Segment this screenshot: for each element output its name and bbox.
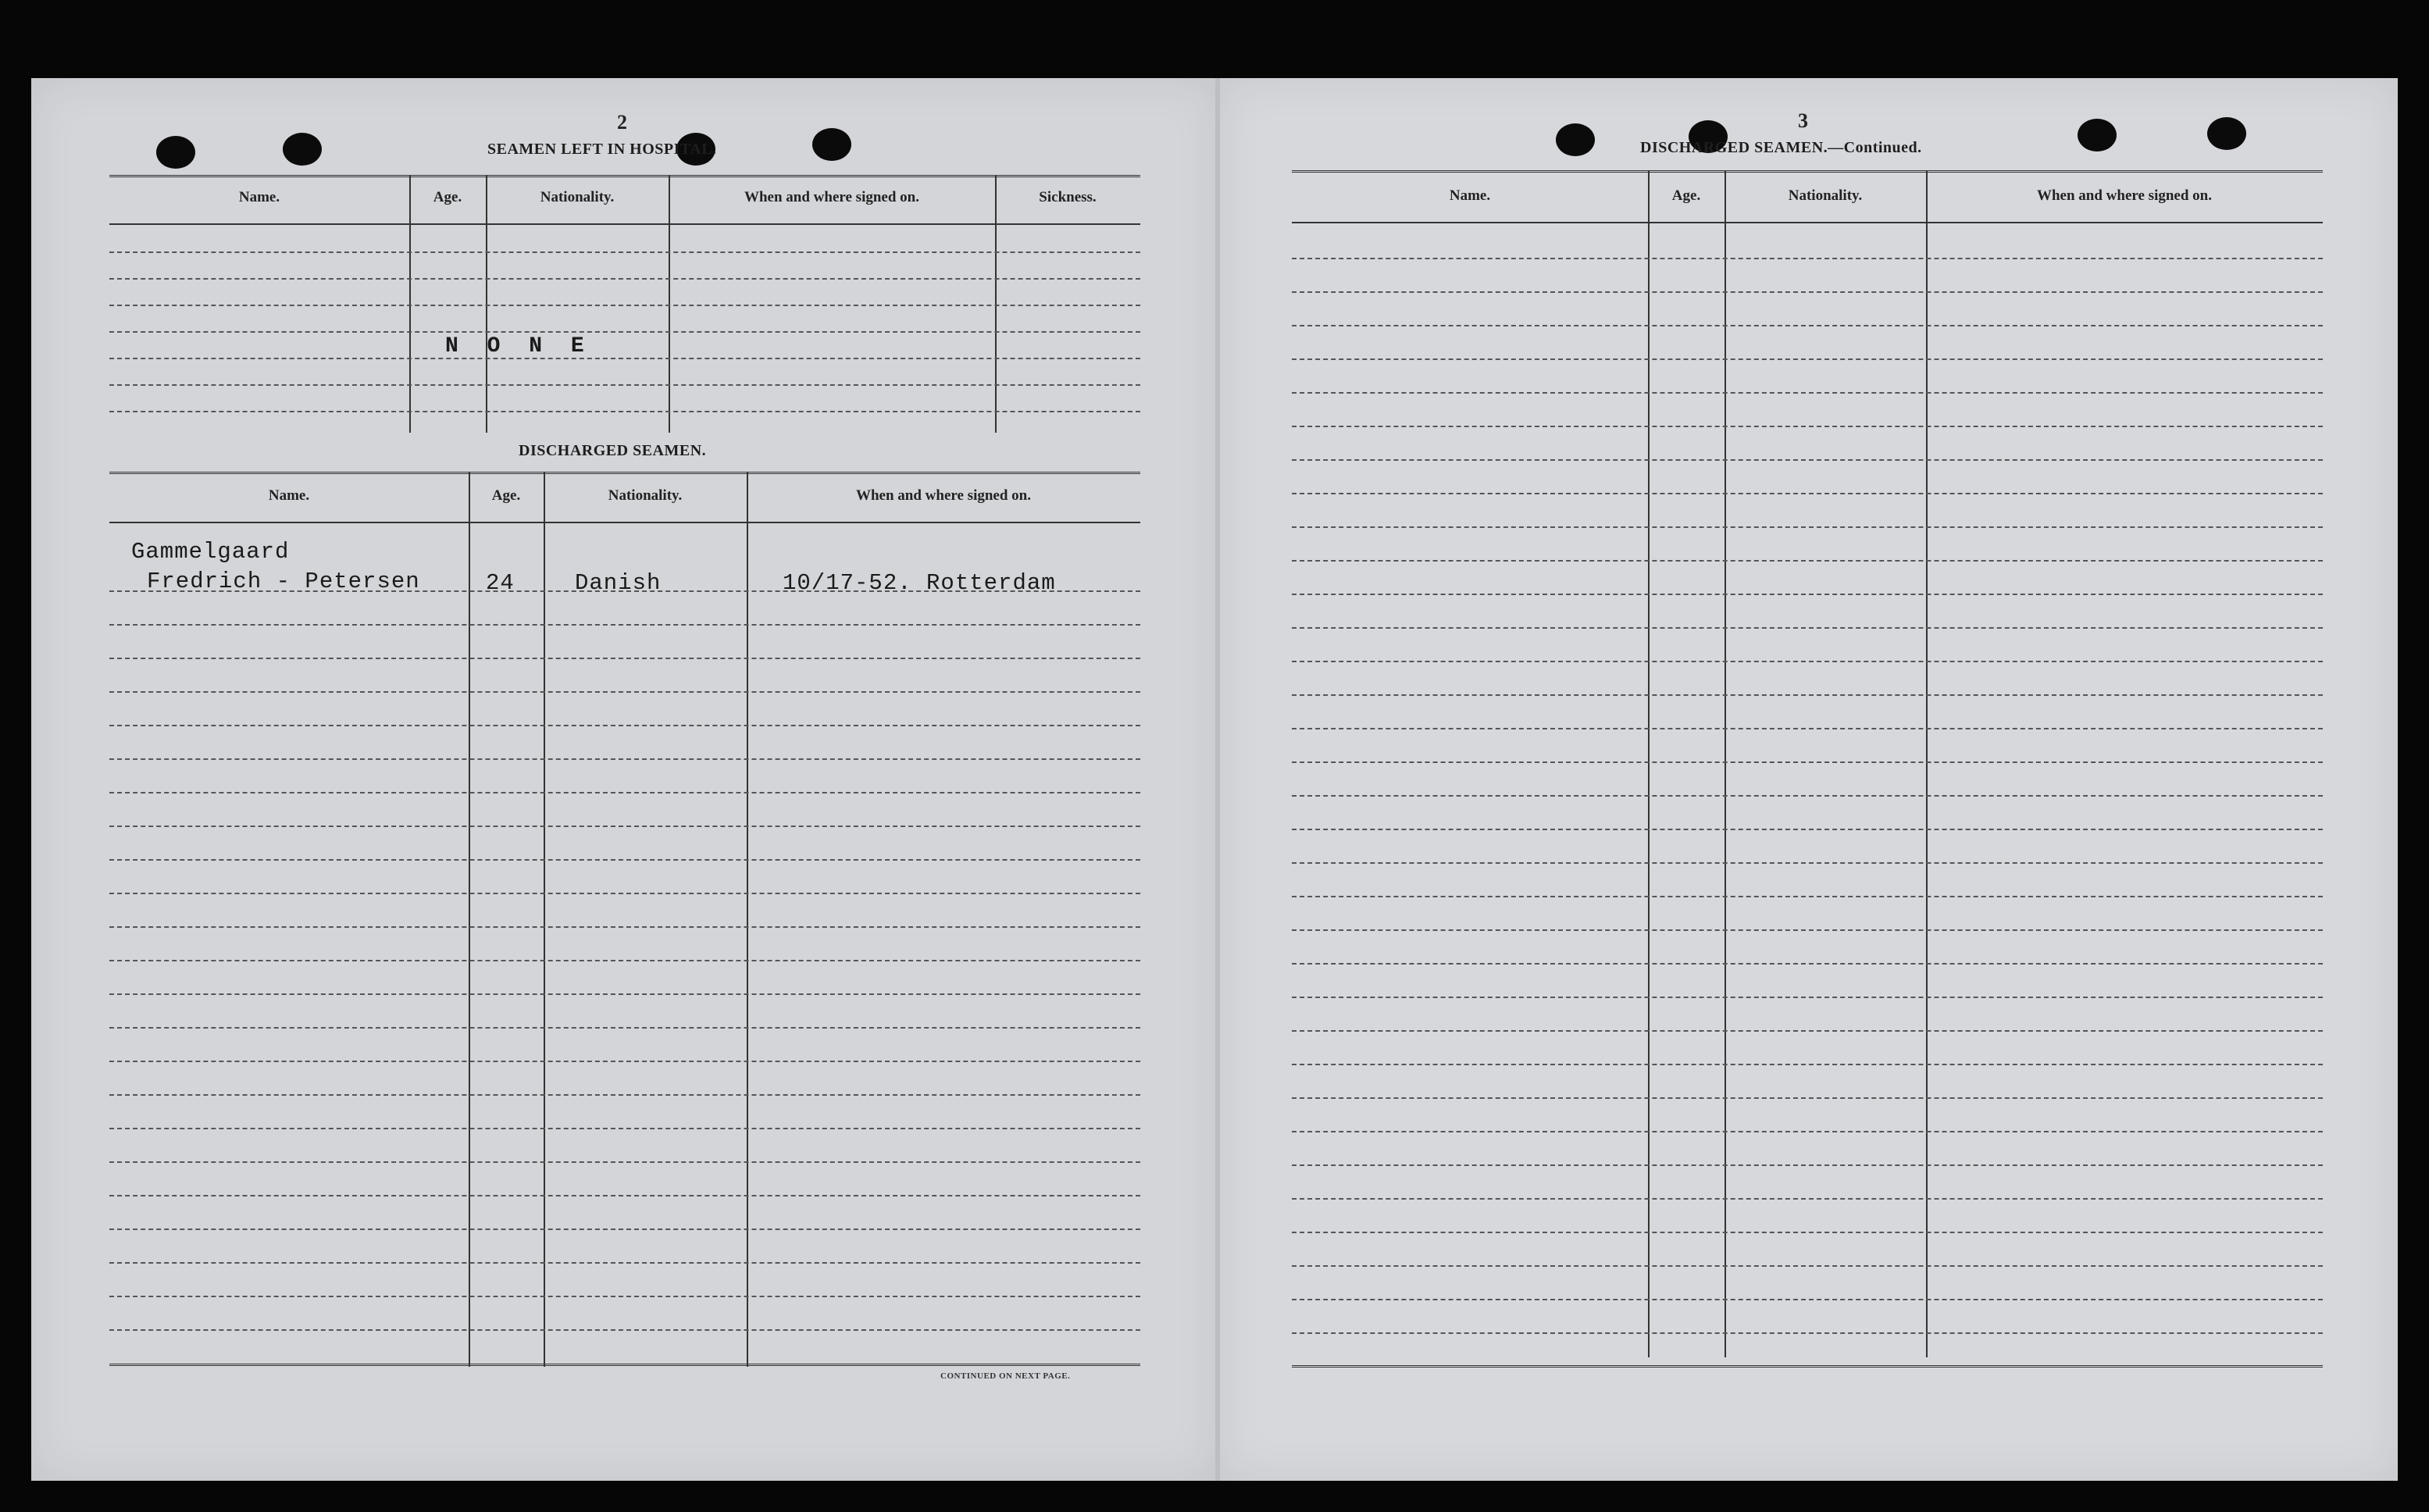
seaman-name-line2: Fredrich - Petersen bbox=[147, 569, 420, 594]
hospital-section-title: SEAMEN LEFT IN HOSPITAL. bbox=[487, 141, 717, 158]
punch-hole bbox=[812, 128, 851, 161]
discharged-section-title: DISCHARGED SEAMEN. bbox=[519, 442, 707, 459]
punch-hole bbox=[283, 133, 322, 166]
discharged-table-right bbox=[1292, 170, 2323, 1368]
col-header-nationality: Nationality. bbox=[1788, 187, 1863, 204]
seaman-signed-on: 10/17-52. Rotterdam bbox=[783, 570, 1056, 596]
col-header-signed-on: When and where signed on. bbox=[855, 487, 1031, 504]
discharged-continued-title: DISCHARGED SEAMEN.—Continued. bbox=[1640, 139, 1922, 156]
col-header-name: Name. bbox=[238, 189, 280, 205]
seaman-age: 24 bbox=[486, 570, 515, 596]
col-header-sickness: Sickness. bbox=[1039, 189, 1097, 205]
page-fold bbox=[1215, 78, 1220, 1481]
discharged-table-left bbox=[109, 472, 1140, 1370]
page-number-right: 3 bbox=[1798, 109, 1808, 132]
col-header-age: Age. bbox=[433, 189, 462, 205]
col-header-signed-on: When and where signed on. bbox=[2036, 187, 2212, 204]
col-header-age: Age. bbox=[491, 487, 521, 504]
punch-hole bbox=[2207, 117, 2246, 150]
seaman-name-line1: Gammelgaard bbox=[131, 539, 290, 565]
col-header-name: Name. bbox=[268, 487, 310, 504]
col-header-signed-on: When and where signed on. bbox=[744, 189, 919, 205]
punch-hole bbox=[2078, 119, 2117, 152]
punch-hole bbox=[1556, 123, 1595, 156]
seaman-nationality: Danish bbox=[575, 570, 662, 596]
hospital-table bbox=[109, 175, 1140, 433]
page-number-left: 2 bbox=[617, 111, 627, 134]
hospital-entry-none: N O N E bbox=[445, 334, 592, 358]
col-header-nationality: Nationality. bbox=[540, 189, 615, 205]
col-header-nationality: Nationality. bbox=[608, 487, 683, 504]
col-header-name: Name. bbox=[1449, 187, 1491, 204]
col-header-age: Age. bbox=[1671, 187, 1701, 204]
punch-hole bbox=[156, 136, 195, 169]
continued-footer: CONTINUED ON NEXT PAGE. bbox=[940, 1371, 1071, 1381]
